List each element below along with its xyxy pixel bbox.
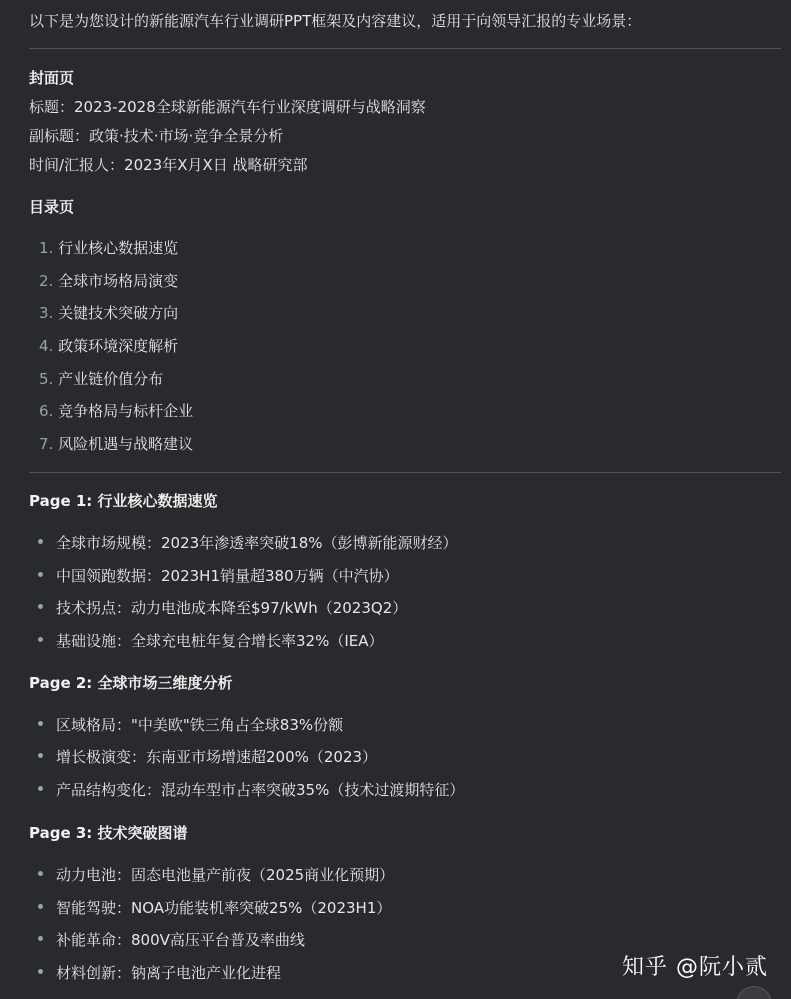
list-item: [38, 630, 384, 652]
list-item-text: 动力电池：固态电池量产前夜（2025商业化预期）: [56, 866, 395, 884]
list-item-text: 智能驾驶：NOA功能装机率突破25%（2023H1）: [56, 899, 392, 917]
list-item: [38, 746, 377, 768]
scroll-down-button[interactable]: [736, 986, 772, 999]
list-item-text: 补能革命：800V高压平台普及率曲线: [56, 931, 305, 949]
list-item: [38, 597, 407, 619]
toc-number: 3.: [39, 304, 54, 322]
bullet-icon: [38, 969, 43, 974]
list-item-text: 全球市场规模：2023年渗透率突破18%（彭博新能源财经）: [56, 534, 458, 552]
bullet-icon: [38, 604, 43, 609]
bullet-icon: [38, 786, 43, 791]
cover-reporter: 时间/汇报人：2023年X月X日 战略研究部: [29, 156, 308, 174]
list-item-text: 增长极演变：东南亚市场增速超200%（2023）: [56, 748, 378, 766]
divider: [29, 472, 781, 473]
toc-heading: 目录页: [29, 198, 75, 216]
bullet-icon: [38, 637, 43, 642]
list-item: [38, 864, 394, 886]
bullet-icon: [38, 871, 43, 876]
bullet-icon: [38, 572, 43, 577]
toc-item: [39, 270, 178, 292]
toc-number: 4.: [39, 337, 54, 355]
list-item-text: 技术拐点：动力电池成本降至$97/kWh（2023Q2）: [56, 599, 408, 617]
cover-title: 标题：2023-2028全球新能源汽车行业深度调研与战略洞察: [29, 98, 426, 116]
watermark: 知乎 @阮小贰: [622, 955, 768, 980]
toc-label: 全球市场格局演变: [58, 272, 179, 290]
list-item: [38, 532, 458, 554]
toc-label: 竞争格局与标杆企业: [58, 402, 194, 420]
toc-number: 6.: [39, 402, 54, 420]
list-item: [38, 962, 281, 984]
toc-item: [39, 400, 193, 422]
divider: [29, 48, 781, 49]
list-item-text: 中国领跑数据：2023H1销量超380万辆（中汽协）: [56, 567, 399, 585]
list-item-text: 材料创新：钠离子电池产业化进程: [56, 964, 282, 982]
list-item: [38, 714, 343, 736]
toc-label: 风险机遇与战略建议: [58, 435, 194, 453]
page3-heading: Page 3: 技术突破图谱: [29, 824, 188, 842]
toc-number: 7.: [39, 435, 54, 453]
toc-label: 行业核心数据速览: [58, 239, 179, 257]
toc-item: [39, 368, 163, 390]
list-item-text: 产品结构变化：混动车型市占率突破35%（技术过渡期特征）: [56, 781, 465, 799]
list-item: [38, 897, 391, 919]
toc-number: 1.: [39, 239, 54, 257]
cover-heading: 封面页: [29, 69, 75, 87]
toc-number: 2.: [39, 272, 54, 290]
intro-text: 以下是为您设计的新能源汽车行业调研PPT框架及内容建议，适用于向领导汇报的专业场景：: [29, 12, 642, 30]
list-item: [38, 565, 399, 587]
toc-item: [39, 433, 193, 455]
cover-subtitle: 副标题：政策·技术·市场·竞争全景分析: [29, 127, 284, 145]
toc-item: [39, 237, 178, 259]
list-item-text: 基础设施：全球充电桩年复合增长率32%（IEA）: [56, 632, 384, 650]
list-item: [38, 929, 305, 951]
toc-label: 关键技术突破方向: [58, 304, 179, 322]
toc-label: 政策环境深度解析: [58, 337, 179, 355]
bullet-icon: [38, 936, 43, 941]
toc-item: [39, 302, 178, 324]
list-item: [38, 779, 464, 801]
bullet-icon: [38, 753, 43, 758]
toc-label: 产业链价值分布: [58, 370, 164, 388]
toc-number: 5.: [39, 370, 54, 388]
bullet-icon: [38, 904, 43, 909]
page2-heading: Page 2: 全球市场三维度分析: [29, 674, 233, 692]
toc-item: [39, 335, 178, 357]
list-item-text: 区域格局："中美欧"铁三角占全球83%份额: [56, 716, 344, 734]
bullet-icon: [38, 539, 43, 544]
page1-heading: Page 1: 行业核心数据速览: [29, 492, 218, 510]
bullet-icon: [38, 721, 43, 726]
